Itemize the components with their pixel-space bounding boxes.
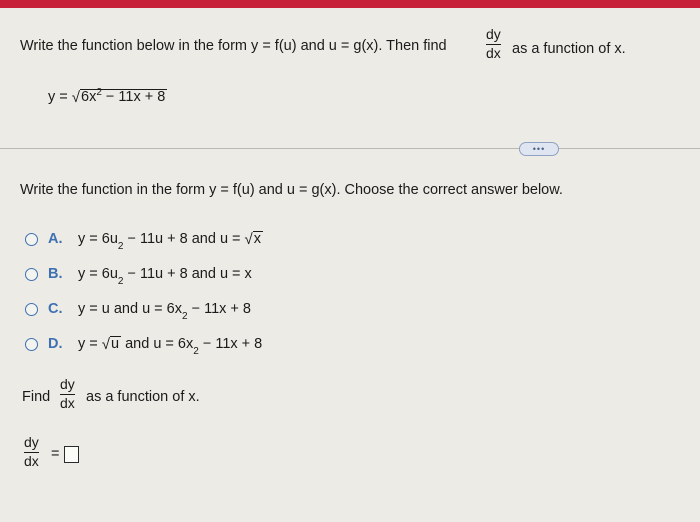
option-d-sqrt: √ u (101, 336, 120, 353)
find-label-end: as a function of x. (86, 389, 200, 405)
fraction-numerator: dy (486, 26, 501, 42)
question-dy-dx-fraction (486, 27, 501, 61)
fraction-numerator: dy (24, 434, 39, 450)
radio-button-b[interactable] (25, 268, 38, 281)
answer-input-box[interactable] (64, 446, 79, 463)
option-d[interactable] (25, 334, 263, 357)
fraction-denominator: dx (60, 395, 75, 411)
given-lhs: y = (48, 89, 68, 105)
equals-sign: = (51, 446, 60, 462)
option-letter: A. (48, 231, 63, 247)
fraction-denominator: dx (486, 45, 501, 61)
find-label: Find (22, 389, 51, 405)
option-d-text: y = √ u and u = 6x 2 − 11x + 8 (78, 336, 263, 357)
sqrt-icon: √ (101, 336, 111, 353)
given-radicand: $6x^2 - 11x + 8$ (81, 87, 166, 105)
given-sqrt (72, 89, 168, 105)
more-button[interactable]: ••• (519, 142, 559, 156)
option-b-text: y = 6u 2 − 11u + 8 and u = x (78, 266, 252, 287)
option-a[interactable] (25, 229, 263, 252)
radio-button-c[interactable] (25, 303, 38, 316)
option-a-text: y = 6u 2 − 11u + 8 and u = √ x (78, 231, 262, 252)
section-divider (0, 148, 700, 149)
given-function (48, 89, 167, 105)
option-a-sqrt: √ x (244, 231, 262, 248)
sqrt-icon: √ (244, 231, 253, 248)
question-intro-end: as a function of x. (512, 41, 626, 57)
question-intro: Write the function below in the form y = f(u) and u = g(x). Then find (20, 38, 447, 54)
find-dy-dx-fraction (60, 377, 75, 411)
option-letter: D. (48, 336, 63, 352)
option-c[interactable] (25, 299, 251, 322)
option-b[interactable] (25, 264, 252, 287)
option-c-text: y = u and u = 6x 2 − 11x + 8 (78, 301, 251, 322)
fraction-numerator: dy (60, 376, 75, 392)
option-letter: B. (48, 266, 63, 282)
sqrt-icon: √ (71, 89, 81, 106)
radio-button-d[interactable] (25, 338, 38, 351)
top-accent-bar (0, 0, 700, 8)
fraction-denominator: dx (24, 453, 39, 469)
part1-prompt: Write the function in the form y = f(u) and u = g(x). Choose the correct answer below. (20, 182, 563, 198)
radio-button-a[interactable] (25, 233, 38, 246)
option-letter: C. (48, 301, 63, 317)
answer-dy-dx-fraction (24, 435, 39, 469)
